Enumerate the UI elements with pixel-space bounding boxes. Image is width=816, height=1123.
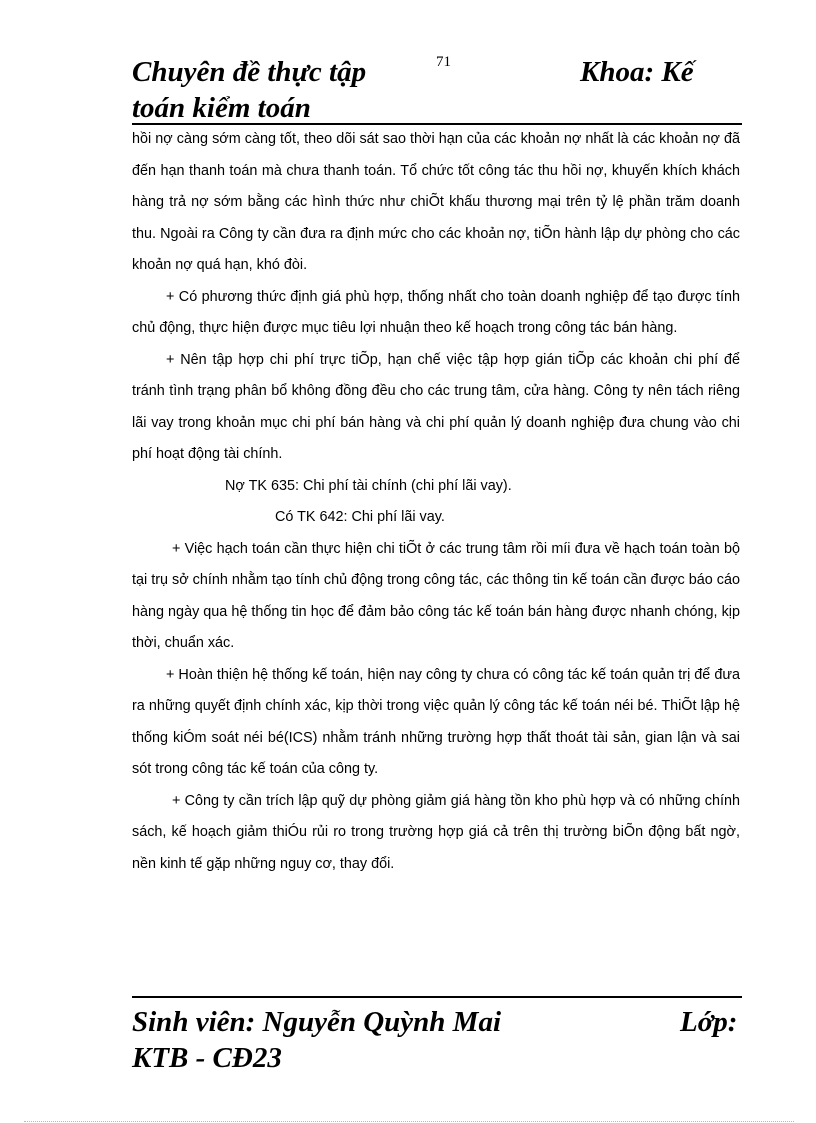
header-title-left-continued: toán kiểm toán: [132, 92, 311, 124]
header-title-right: Khoa: Kế: [580, 56, 694, 88]
footer-student-name: Sinh viên: Nguyễn Quỳnh Mai: [132, 1006, 502, 1038]
paragraph-direct-costs: + Nên tập hợp chi phí trực tiÕp, hạn chế việc tập hợp gián tiÕp các khoản chi phí để tránh tình trạng phân bổ không đồng đều cho các trung tâm, cửa hàng. Công ty nên tách riêng lãi vay trong khoản mục chi phí bán hàng và chi phí quản lý doanh nghiệp đưa chung vào chi phí hoạt động tài chính.: [132, 351, 740, 462]
paragraph-inventory-provision: + Công ty cần trích lập quỹ dự phòng giảm giá hàng tồn kho phù hợp và có những chính sách, kế hoạch giảm thiÓu rủi ro trong trường hợp giá cả trên thị trường biÕn động bất ngờ, nền kinh tế gặp những nguy cơ, thay đổi.: [132, 792, 740, 872]
header-title-left: Chuyên đề thực tập: [132, 56, 367, 88]
journal-entry-debit: Nợ TK 635: Chi phí tài chính (chi phí lãi vay).: [225, 477, 512, 494]
paragraph-debt-collection: hồi nợ càng sớm càng tốt, theo dõi sát sao thời hạn của các khoản nợ nhất là các khoản nợ đã đến hạn thanh toán mà chưa thanh toán. Tổ chức tốt công tác thu hồi nợ, khuyến khích khách hàng trả nợ sớm bằng các hình thức như chiÕt khấu thương mại trên tỷ lệ phần trăm doanh thu. Ngoài ra Công ty cần đưa ra định mức cho các khoản nợ, tiÕn hành lập dự phòng cho các khoản nợ quá hạn, khó đòi.: [132, 131, 740, 273]
paragraph-accounting-system: + Hoàn thiện hệ thống kế toán, hiện nay công ty chưa có công tác kế toán quản trị để đưa ra những quyết định chính xác, kịp thời trong việc quản lý công tác kế toán néi bé. ThiÕt lập hệ thống kiÓm soát néi bé(ICS) nhằm tránh những trường hợp thất thoát tài sản, gian lận và sai sót trong công tác kế toán của công ty.: [132, 666, 740, 777]
journal-entry-credit: Có TK 642: Chi phí lãi vay.: [275, 509, 445, 525]
footer-class-code: KTB - CĐ23: [132, 1042, 282, 1074]
page-boundary-line: [24, 1121, 794, 1122]
paragraph-detailed-accounting: + Việc hạch toán cần thực hiện chi tiÕt ở các trung tâm rồi míi đưa về hạch toán toàn bộ tại trụ sở chính nhằm tạo tính chủ động trong công tác, các thông tin kế toán cần được báo cáo hàng ngày qua hệ thống tin học để đảm bảo công tác kế toán bán hàng được nhanh chóng, kịp thời, chuẩn xác.: [132, 540, 740, 651]
page-number: 71: [436, 54, 451, 70]
paragraph-pricing: + Có phương thức định giá phù hợp, thống nhất cho toàn doanh nghiệp để tạo được tính chủ động, thực hiện được mục tiêu lợi nhuận theo kế hoạch trong công tác bán hàng.: [132, 288, 740, 336]
footer-class-label: Lớp:: [680, 1006, 738, 1038]
document-body: [132, 124, 740, 880]
footer-rule: [132, 996, 742, 998]
